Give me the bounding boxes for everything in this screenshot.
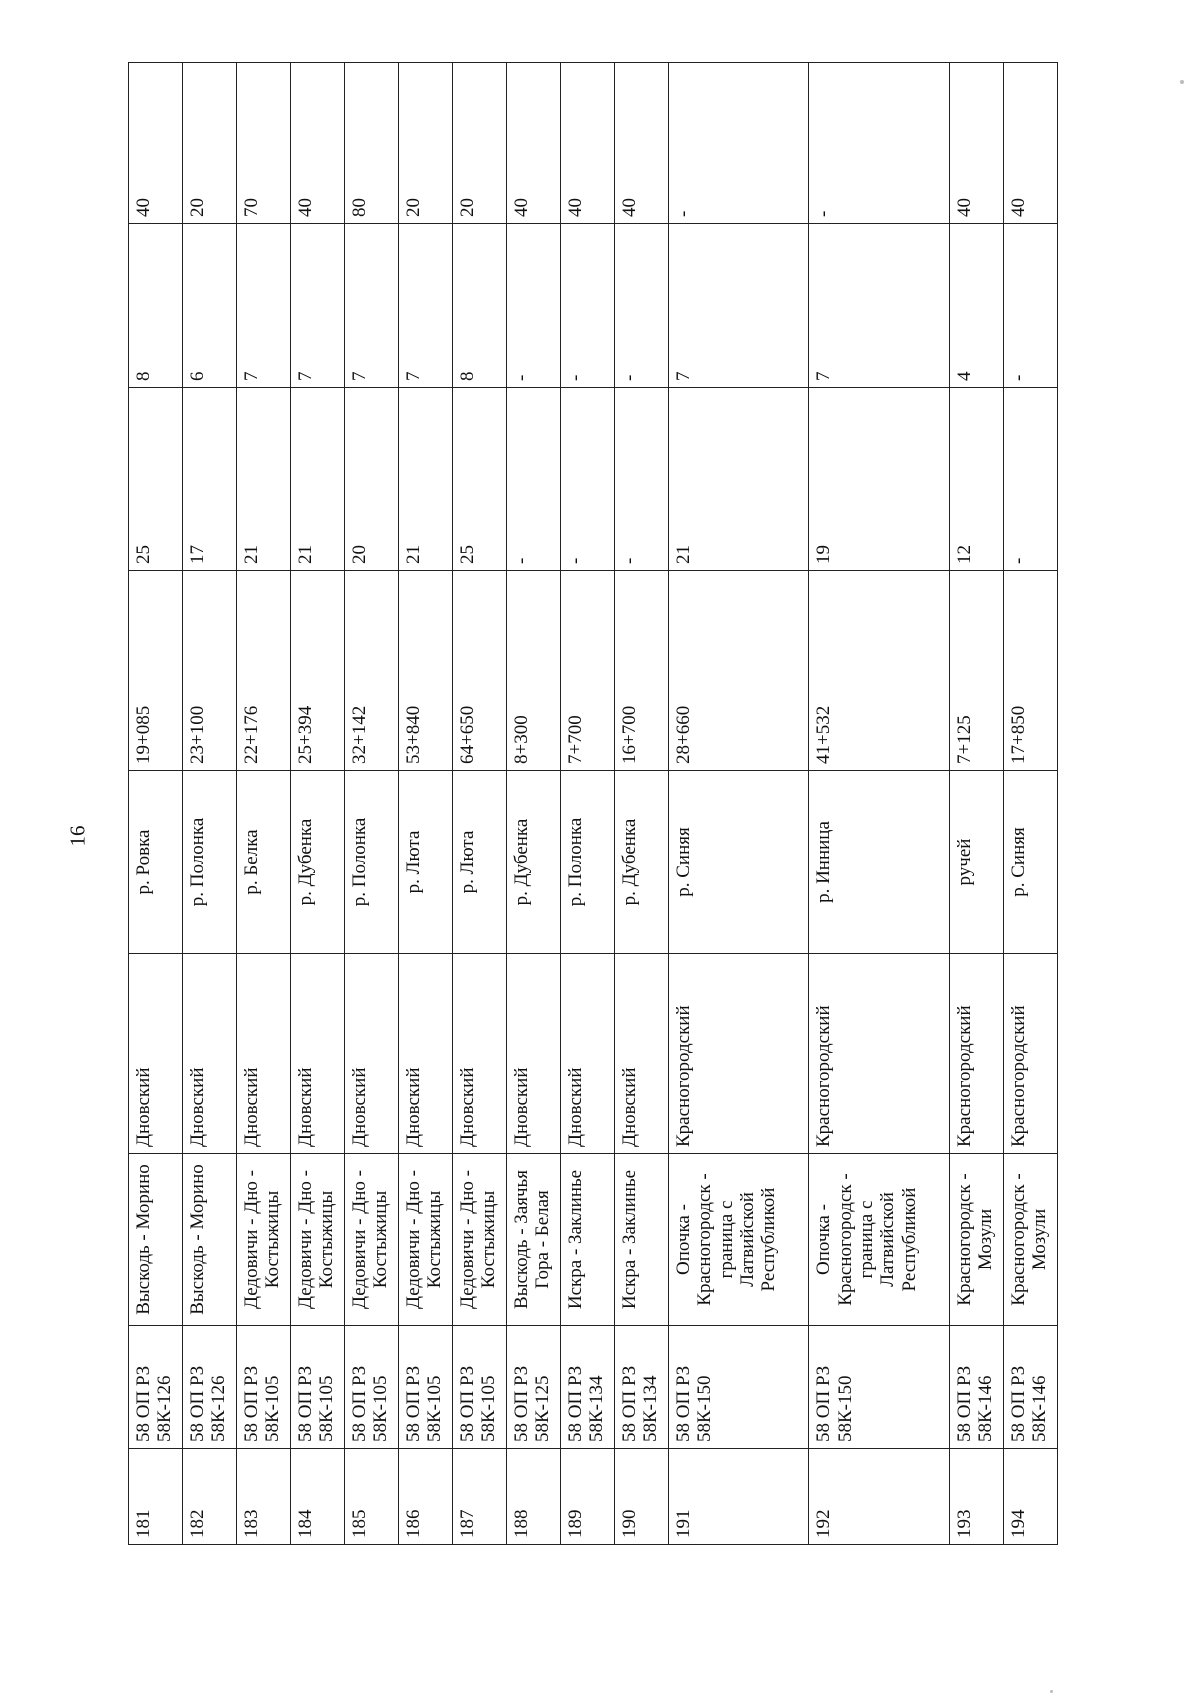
table-cell: Искра - Заклинье: [561, 1154, 615, 1326]
table-cell: -: [615, 388, 669, 571]
table-cell: 7: [345, 224, 399, 388]
table-cell: 58 ОП РЗ 58К-125: [507, 1326, 561, 1449]
table-cell: -: [507, 388, 561, 571]
table-cell: -: [809, 63, 949, 224]
table-cell: Искра - Заклинье: [615, 1154, 669, 1326]
table-cell: Дедовичи - Дно - Костыжицы: [453, 1154, 507, 1326]
bridge-table: [128, 62, 1058, 1545]
table-cell: 20: [183, 63, 237, 224]
table-cell: 40: [129, 63, 183, 224]
table-row: [237, 63, 291, 1545]
table-cell: 12: [949, 388, 1003, 571]
table-row: [345, 63, 399, 1545]
table-cell: 8: [453, 224, 507, 388]
table-cell: -: [615, 224, 669, 388]
table-cell: Дедовичи - Дно - Костыжицы: [291, 1154, 345, 1326]
table-cell: 17: [183, 388, 237, 571]
table-cell: 186: [399, 1449, 453, 1545]
table-cell: 23+100: [183, 571, 237, 771]
table-cell: Дновский: [183, 954, 237, 1154]
table-cell: 7: [399, 224, 453, 388]
table-cell: 58 ОП РЗ 58К-150: [809, 1326, 949, 1449]
table-cell: 7: [809, 224, 949, 388]
table-cell: 20: [345, 388, 399, 571]
table-cell: -: [561, 388, 615, 571]
table-cell: Дедовичи - Дно - Костыжицы: [399, 1154, 453, 1326]
table-cell: Дновский: [291, 954, 345, 1154]
table-cell: 58 ОП РЗ 58К-105: [237, 1326, 291, 1449]
table-cell: 6: [183, 224, 237, 388]
scan-speck: [1180, 80, 1184, 84]
table-cell: 40: [561, 63, 615, 224]
table-cell: Выскодь - Заячья Гора - Белая: [507, 1154, 561, 1326]
table-cell: р. Дубенка: [615, 771, 669, 954]
table-cell: 185: [345, 1449, 399, 1545]
table-cell: 4: [949, 224, 1003, 388]
table-cell: Дновский: [453, 954, 507, 1154]
table-cell: 58 ОП РЗ 58К-105: [345, 1326, 399, 1449]
table-cell: 40: [949, 63, 1003, 224]
table-row: [453, 63, 507, 1545]
table-cell: 58 ОП РЗ 58К-126: [129, 1326, 183, 1449]
table-cell: 181: [129, 1449, 183, 1545]
table-cell: Дновский: [129, 954, 183, 1154]
table-cell: р. Полонка: [183, 771, 237, 954]
table-cell: 183: [237, 1449, 291, 1545]
table-cell: Выскодь - Морино: [183, 1154, 237, 1326]
table-cell: Дедовичи - Дно - Костыжицы: [237, 1154, 291, 1326]
table-cell: 8+300: [507, 571, 561, 771]
table-cell: р. Дубенка: [291, 771, 345, 954]
table-cell: Дедовичи - Дно - Костыжицы: [345, 1154, 399, 1326]
table-cell: 70: [237, 63, 291, 224]
table-cell: 7: [237, 224, 291, 388]
table-cell: Дновский: [237, 954, 291, 1154]
table-cell: 58 ОП РЗ 58К-105: [399, 1326, 453, 1449]
table-cell: р. Белка: [237, 771, 291, 954]
table-cell: 194: [1003, 1449, 1057, 1545]
table-row: [809, 63, 949, 1545]
table-cell: Дновский: [507, 954, 561, 1154]
table-cell: -: [669, 63, 809, 224]
table-cell: 58 ОП РЗ 58К-150: [669, 1326, 809, 1449]
table-cell: 58 ОП РЗ 58К-146: [949, 1326, 1003, 1449]
table-cell: Опочка - Красногородск - граница с Латвийской Республикой: [669, 1154, 809, 1326]
table-cell: р. Люта: [453, 771, 507, 954]
table-cell: Выскодь - Морино: [129, 1154, 183, 1326]
table-cell: 21: [291, 388, 345, 571]
table-cell: Дновский: [345, 954, 399, 1154]
table-cell: 40: [1003, 63, 1057, 224]
table-cell: р. Полонка: [345, 771, 399, 954]
table-cell: 7+700: [561, 571, 615, 771]
table-cell: 8: [129, 224, 183, 388]
table-cell: р. Инница: [809, 771, 949, 954]
table-cell: 53+840: [399, 571, 453, 771]
table-cell: 58 ОП РЗ 58К-146: [1003, 1326, 1057, 1449]
table-body: [129, 63, 1058, 1545]
table-cell: 40: [291, 63, 345, 224]
table-cell: 7: [291, 224, 345, 388]
table-cell: Красногородский: [809, 954, 949, 1154]
table-row: [561, 63, 615, 1545]
table-cell: 80: [345, 63, 399, 224]
table-cell: Красногородский: [1003, 954, 1057, 1154]
table-cell: -: [1003, 224, 1057, 388]
table-cell: ручей: [949, 771, 1003, 954]
table-cell: 193: [949, 1449, 1003, 1545]
table-cell: 184: [291, 1449, 345, 1545]
table-cell: 28+660: [669, 571, 809, 771]
table-cell: Красногородский: [949, 954, 1003, 1154]
table-cell: р. Дубенка: [507, 771, 561, 954]
table-cell: Дновский: [615, 954, 669, 1154]
table-cell: 192: [809, 1449, 949, 1545]
table-row: [129, 63, 183, 1545]
table-cell: 19: [809, 388, 949, 571]
scan-speck: [1050, 1690, 1053, 1693]
table-cell: -: [1003, 388, 1057, 571]
table-cell: 7+125: [949, 571, 1003, 771]
table-cell: Красногородск - Мозули: [949, 1154, 1003, 1326]
table-row: [399, 63, 453, 1545]
table-cell: 25: [453, 388, 507, 571]
table-row: [949, 63, 1003, 1545]
table-cell: 190: [615, 1449, 669, 1545]
table-row: [183, 63, 237, 1545]
table-cell: 25: [129, 388, 183, 571]
table-row: [1003, 63, 1057, 1545]
table-row: [507, 63, 561, 1545]
rotated-table-container: [128, 63, 1058, 1545]
table-cell: 58 ОП РЗ 58К-105: [291, 1326, 345, 1449]
table-cell: 40: [615, 63, 669, 224]
table-cell: 187: [453, 1449, 507, 1545]
table-cell: -: [507, 224, 561, 388]
table-cell: Красногородск - Мозули: [1003, 1154, 1057, 1326]
table-cell: Опочка - Красногородск - граница с Латвийской Республикой: [809, 1154, 949, 1326]
table-cell: 189: [561, 1449, 615, 1545]
table-cell: 22+176: [237, 571, 291, 771]
table-cell: 20: [399, 63, 453, 224]
table-cell: 32+142: [345, 571, 399, 771]
table-cell: 25+394: [291, 571, 345, 771]
table-cell: р. Синяя: [669, 771, 809, 954]
table-cell: Красногородский: [669, 954, 809, 1154]
table-cell: 58 ОП РЗ 58К-105: [453, 1326, 507, 1449]
table-cell: 21: [237, 388, 291, 571]
table-cell: 21: [399, 388, 453, 571]
table-row: [291, 63, 345, 1545]
page-number: 16: [65, 825, 90, 847]
table-row: [615, 63, 669, 1545]
table-cell: 7: [669, 224, 809, 388]
table-cell: р. Полонка: [561, 771, 615, 954]
table-cell: Дновский: [399, 954, 453, 1154]
table-cell: 16+700: [615, 571, 669, 771]
table-cell: 21: [669, 388, 809, 571]
table-cell: 64+650: [453, 571, 507, 771]
table-cell: р. Ровка: [129, 771, 183, 954]
table-cell: 58 ОП РЗ 58К-134: [615, 1326, 669, 1449]
table-cell: 41+532: [809, 571, 949, 771]
table-cell: р. Люта: [399, 771, 453, 954]
table-cell: 58 ОП РЗ 58К-126: [183, 1326, 237, 1449]
table-cell: Дновский: [561, 954, 615, 1154]
table-cell: -: [561, 224, 615, 388]
table-cell: р. Синяя: [1003, 771, 1057, 954]
table-cell: 182: [183, 1449, 237, 1545]
table-cell: 188: [507, 1449, 561, 1545]
table-cell: 58 ОП РЗ 58К-134: [561, 1326, 615, 1449]
table-cell: 40: [507, 63, 561, 224]
table-cell: 191: [669, 1449, 809, 1545]
table-cell: 17+850: [1003, 571, 1057, 771]
table-cell: 19+085: [129, 571, 183, 771]
table-cell: 20: [453, 63, 507, 224]
table-row: [669, 63, 809, 1545]
